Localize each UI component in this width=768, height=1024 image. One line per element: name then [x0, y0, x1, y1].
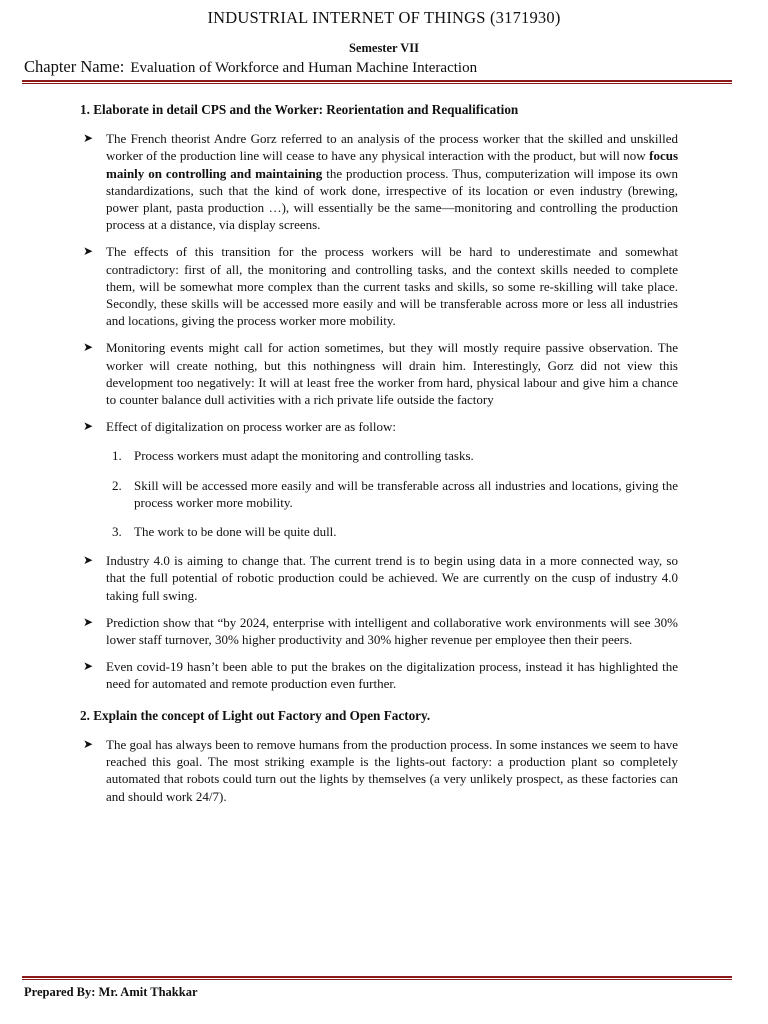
numbered-item — [80, 523, 678, 540]
bullet-item — [80, 736, 678, 805]
item-number: 2. — [112, 477, 122, 493]
numbered-item — [80, 447, 678, 464]
bullet-item — [80, 339, 678, 408]
bullet-item — [80, 130, 678, 233]
footer-divider — [22, 976, 732, 980]
footer-prepared-by: Prepared By: Mr. Amit Thakkar — [24, 985, 198, 999]
bullet-text: The French theorist Andre Gorz referred to an analysis of the process worker that the skilled and unskilled worker of the production line will cease to have any physical interaction with the product, but will now — [106, 131, 678, 164]
bullet-item — [80, 243, 678, 329]
arrow-bullet-icon: ➤ — [83, 736, 94, 751]
bullet-bold-text: focus mainly on controlling and maintaining — [106, 148, 678, 181]
header-divider — [22, 80, 732, 84]
chapter-label: Chapter Name: — [24, 57, 125, 76]
bullet-item — [80, 552, 678, 604]
arrow-bullet-icon: ➤ — [83, 131, 94, 146]
bullet-item — [80, 658, 678, 692]
arrow-bullet-icon: ➤ — [83, 553, 94, 568]
bullet-text: The effects of this transition for the process workers will be hard to underestimate and somewhat contradictory: first of all, the monitoring and controlling tasks, and the context skills needed to complete them, will be somewhat more complex than the current tasks and skills, so some re-skilling will take place. Secondly, these skills will be accessed more easily and will be transferable across more or less all industries and locations, giving the process worker more mobility. — [106, 244, 678, 329]
bullet-text: the production process. Thus, computerization will impose its own standardizations, such that the kind of work done, irrespective of its location or even industry (brewing, power plant, pasta production …), will essentially be the same—monitoring and controlling the production process at a distance, via display screens. — [106, 165, 678, 233]
arrow-bullet-icon: ➤ — [83, 244, 94, 259]
arrow-bullet-icon: ➤ — [83, 614, 94, 629]
bullet-text: Monitoring events might call for action sometimes, but they will mostly require passive observation. The worker will create nothing, but this nothingness will drain him. Interestingly, Gorz did not view this development too negatively: It will at least free the worker from hard, physical labour and give him a chance to counter balance dull activities with a rich private life outside the factory — [106, 340, 678, 408]
semester-label: Semester VII — [348, 41, 419, 55]
bullet-item — [80, 418, 678, 435]
arrow-bullet-icon: ➤ — [83, 340, 94, 355]
question-heading: 2. Explain the concept of Light out Factory and Open Factory. — [80, 707, 431, 723]
chapter-value: Evaluation of Workforce and Human Machine Interaction — [130, 60, 478, 76]
document-title: INDUSTRIAL INTERNET OF THINGS (3171930) — [207, 8, 561, 27]
numbered-text: Process workers must adapt the monitoring and controlling tasks. — [134, 448, 474, 464]
document-body — [80, 101, 678, 815]
question-heading: 1. Elaborate in detail CPS and the Worker: Reorientation and Requalification — [80, 102, 519, 117]
numbered-item — [80, 477, 678, 511]
bullet-item — [80, 614, 678, 648]
bullet-text: Effect of digitalization on process worker are as follow: — [106, 419, 396, 435]
bullet-text: The goal has always been to remove humans from the production process. In some instances we seem to have reached this goal. The most striking example is the lights-out factory: a production plant so completely automated that robots could turn out the lights by themselves (a very unlikely prospect, as these factories can and should work 24/7). — [106, 736, 678, 804]
numbered-text: The work to be done will be quite dull. — [134, 524, 337, 540]
arrow-bullet-icon: ➤ — [83, 659, 94, 674]
numbered-text: Skill will be accessed more easily and will be transferable across all industries and locations, giving the process worker more mobility. — [134, 477, 678, 510]
bullet-text: Industry 4.0 is aiming to change that. The current trend is to begin using data in a more connected way, so that the full potential of robotic production could be achieved. We are currently on the cusp of industry 4.0 taking full swing. — [106, 553, 678, 603]
item-number: 3. — [112, 524, 122, 540]
bullet-text: Prediction show that “by 2024, enterprise with intelligent and collaborative work environments will see 30% lower staff turnover, 30% higher productivity and 30% higher revenue per employee then their peers. — [106, 614, 678, 648]
chapter-name — [24, 57, 477, 77]
arrow-bullet-icon: ➤ — [83, 419, 94, 434]
bullet-text: Even covid-19 hasn’t been able to put the brakes on the digitalization process, instead it has highlighted the need for automated and remote production even further. — [106, 659, 678, 692]
item-number: 1. — [112, 448, 122, 464]
